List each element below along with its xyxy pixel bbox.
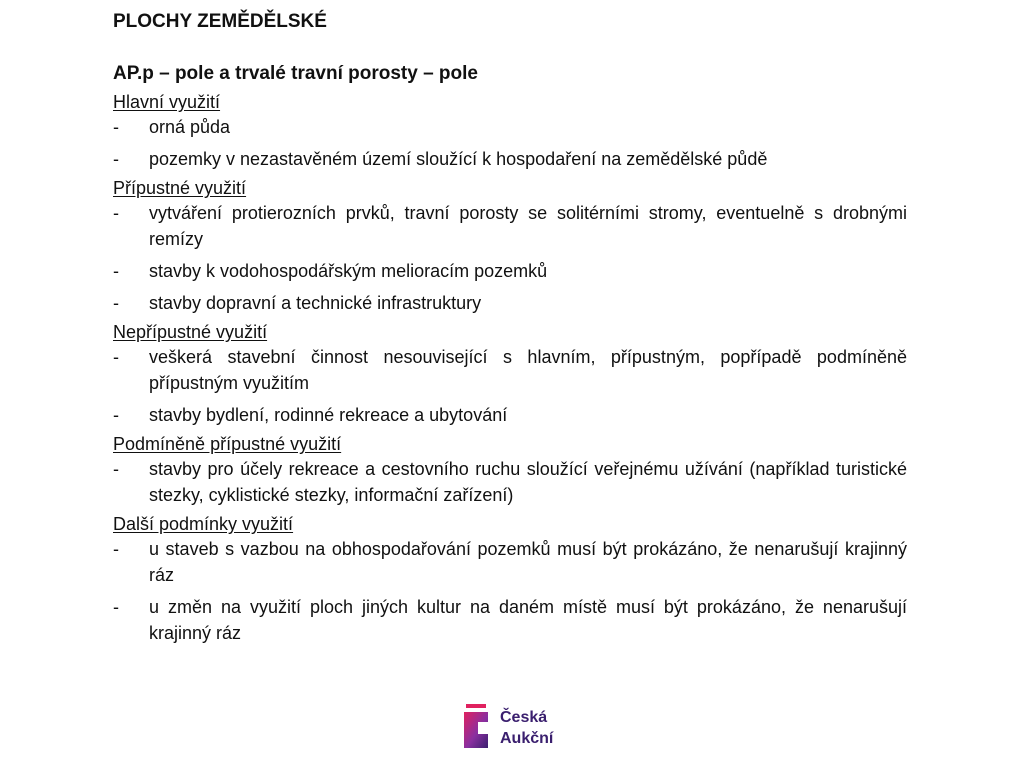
list-item-text: u změn na využití ploch jiných kultur na daném místě musí být prokázáno, že nenarušují krajinný ráz: [149, 597, 907, 643]
list-bullet: -: [113, 261, 119, 281]
section: [113, 512, 907, 646]
document-page: [113, 8, 907, 646]
logo-text: [500, 707, 553, 749]
list-item: [113, 344, 907, 396]
list-bullet: -: [113, 597, 119, 617]
list-item: [113, 402, 907, 428]
section-heading: Podmíněně přípustné využití: [113, 434, 342, 454]
list-bullet: -: [113, 459, 119, 479]
list-bullet: -: [113, 347, 119, 367]
list-item-text: pozemky v nezastavěném území sloužící k hospodaření na zemědělské půdě: [149, 149, 768, 169]
list-bullet: -: [113, 405, 119, 425]
list-item-text: orná půda: [149, 117, 231, 137]
list-item-text: stavby k vodohospodářským melioracím pozemků: [149, 261, 548, 281]
list-item: [113, 114, 907, 140]
item-list: [113, 536, 907, 646]
section-heading: Další podmínky využití: [113, 514, 294, 534]
section-heading: Nepřípustné využití: [113, 322, 268, 342]
logo-line-1: Česká: [500, 709, 548, 726]
section: [113, 90, 907, 172]
list-item: [113, 536, 907, 588]
sections-container: [113, 90, 907, 646]
list-item: [113, 594, 907, 646]
list-item-text: stavby dopravní a technické infrastruktury: [149, 293, 482, 313]
list-item-text: stavby bydlení, rodinné rekreace a ubytování: [149, 405, 508, 425]
ceska-aukcni-logo: [460, 704, 553, 752]
list-item-text: u staveb s vazbou na obhospodařování pozemků musí být prokázáno, že nenarušují krajinný ráz: [149, 539, 907, 585]
list-bullet: -: [113, 293, 119, 313]
section: [113, 320, 907, 428]
item-list: [113, 344, 907, 428]
list-item-text: stavby pro účely rekreace a cestovního ruchu sloužící veřejnému užívání (například turistické stezky, cyklistické stezky, informační zařízení): [149, 459, 907, 505]
section-heading: Hlavní využití: [113, 92, 221, 112]
list-item-text: veškerá stavební činnost nesouvisející s hlavním, přípustným, popřípadě podmíněně přípustným využitím: [149, 347, 907, 393]
list-bullet: -: [113, 539, 119, 559]
section-heading: Přípustné využití: [113, 178, 247, 198]
item-list: [113, 200, 907, 316]
list-item-text: vytváření protierozních prvků, travní porosty se solitérními stromy, eventuelně s drobnými remízy: [149, 203, 907, 249]
section: [113, 432, 907, 508]
list-item: [113, 290, 907, 316]
list-item: [113, 258, 907, 284]
document-title: PLOCHY ZEMĚDĚLSKÉ: [113, 11, 327, 32]
list-bullet: -: [113, 203, 119, 223]
list-item: [113, 200, 907, 252]
list-bullet: -: [113, 117, 119, 137]
list-item: [113, 456, 907, 508]
list-item: [113, 146, 907, 172]
logo-line-2: Aukční: [500, 730, 554, 747]
item-list: [113, 456, 907, 508]
item-list: [113, 114, 907, 172]
list-bullet: -: [113, 149, 119, 169]
section: [113, 176, 907, 316]
ceska-aukcni-logo-icon: [460, 704, 492, 752]
document-subtitle: AP.p – pole a trvalé travní porosty – pole: [113, 63, 478, 84]
